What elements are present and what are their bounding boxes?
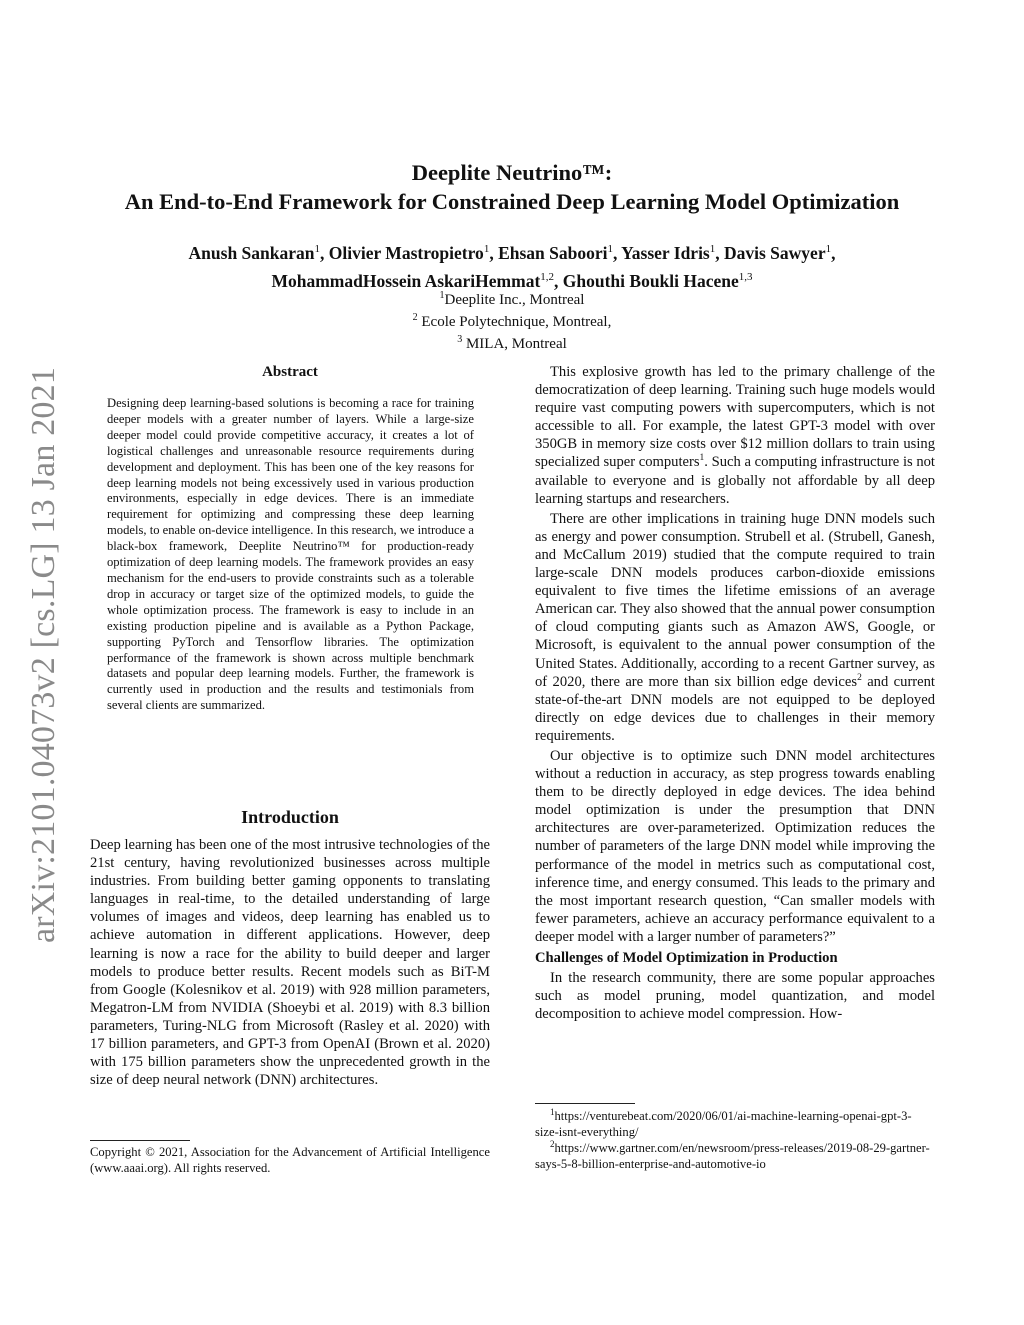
right-column bbox=[535, 363, 935, 1023]
footnote-link[interactable]: https://www.gartner.com/en/newsroom/press-releases/2019-08-29-gartner-says-5-8-billion-enterprise-and-automotive-io bbox=[535, 1141, 930, 1171]
paper-title-line-2: An End-to-End Framework for Constrained Deep Learning Model Optimization bbox=[124, 189, 900, 214]
author: Yasser Idris$^1$ bbox=[621, 242, 716, 263]
footnote: $^2$https://www.gartner.com/en/newsroom/press-releases/2019-08-29-gartner-says-5-8-billion-enterprise-and-automotive-io bbox=[535, 1138, 930, 1171]
introduction-heading: Introduction bbox=[241, 807, 339, 827]
footnotes bbox=[535, 1108, 935, 1172]
footnote-ref[interactable]: 2 bbox=[857, 672, 862, 683]
author: Olivier Mastropietro$^1$ bbox=[328, 242, 490, 263]
section-subheading: Challenges of Model Optimization in Production bbox=[535, 950, 838, 966]
paragraph: There are other implications in training huge DNN models such as energy and power consumption. Strubell et al. (Strubell, Ganesh, and McCallum 2019) studied that the compute required to train large-scale DNN models produces carbon-dioxide emissions equivalent to five times the lifetime emissions of an average American car. They also showed that the annual power consumption of cloud computing giants such as Amazon AWS, Google, or Microsoft, is equivalent to the annual power consumption of the United States. Additionally, according to a recent Gartner survey, as of 2020, there are more than six billion edge devices$^2$ and current state-of-the-art DNN models are not equipped to be deployed directly on edge devices due to challenges in their memory requirements. bbox=[535, 510, 935, 744]
author: Anush Sankaran$^1$ bbox=[188, 242, 321, 263]
footnote-divider bbox=[535, 1103, 635, 1104]
copyright-divider bbox=[90, 1140, 190, 1141]
affiliation: $^3$ MILA, Montreal bbox=[457, 334, 567, 352]
paragraph: Our objective is to optimize such DNN model architectures without a reduction in accuracy, as step progress towards enabling them to be directly deployed in edge devices. The idea behind model optimization is under the presumption that DNN architectures are over-parameterized. Optimization reduces the number of parameters of the large DNN model while improving the performance of the model in metrics such as computational cost, inference time, and energy consumed. This leads to the primary and the most important research question, “Can smaller models with fewer parameters, achieve an accuracy performance equivalent to a deeper model with a larger number of parameters?” bbox=[535, 747, 935, 945]
arxiv-stamp-text: arXiv:2101.04073v2 [cs.LG] 13 Jan 2021 bbox=[25, 366, 62, 944]
affiliation-list bbox=[0, 287, 1024, 353]
author: Ghouthi Boukli Hacene$^{1,3}$ bbox=[562, 270, 753, 291]
paper-title-line-1: Deeplite Neutrino™: bbox=[411, 160, 613, 185]
author: MohammadHossein AskariHemmat$^{1,2}$ bbox=[271, 270, 555, 291]
arxiv-stamp bbox=[24, 366, 64, 944]
paragraph: In the research community, there are some popular approaches such as model pruning, model quantization, and model decomposition to achieve model compression. How- bbox=[535, 970, 935, 1023]
paragraph: This explosive growth has led to the primary challenge of the democratization of deep learning. Training such huge models would require vast computing powers with supercomputers, which is not accessible to all. For example, the latest GPT-3 model with over 350GB in memory size costs over $12 million dollars to train using specialized super computers$^1$. Such a computing infrastructure is not available to everyone and is globally not affordable by all deep learning startups and researchers. bbox=[535, 364, 935, 507]
abstract-body: Designing deep learning-based solutions is becoming a race for training deeper models with a greater number of layers. While a large-size deeper model could provide competitive accuracy, it creates a lot of logistical challenges and unreasonable resource requirements during development and deployment. This has been one of the key reasons for deep learning models not being excessively used in various production environments, especially in edge devices. There is an immediate requirement for optimizing and compressing these deep learning models, to enable on-device intelligence. In this research, we introduce a black-box framework, Deeplite Neutrino™ for production-ready optimization of deep learning models. The framework provides an easy mechanism for the end-users to provide constraints such as a tolerable drop in accuracy or target size of the optimized models, to guide the whole optimization process. The framework is easy to include in an existing production pipeline and is available as a Python Package, supporting PyTorch and Tensorflow libraries. The optimization performance of the framework is shown across multiple benchmark datasets and popular deep learning models. Further, the framework is currently used in production and the results and testimonials from several clients are summarized. bbox=[107, 396, 474, 713]
introduction-body: Deep learning has been one of the most intrusive technologies of the 21st century, having revolutionized businesses across multiple industries. From building better gaming opponents to translating languages in real-time, to the detailed understanding of large volumes of images and videos, deep learning has enabled us to achieve automation in different applications. However, deep learning is now a race for the ability to build deeper and larger models to produce better results. Recent models such as BiT-M from Google (Kolesnikov et al. 2019) with 928 million parameters, Megatron-LM from NVIDIA (Shoeybi et al. 2019) with 8.3 billion parameters, Turing-NLG from Microsoft (Rasley et al. 2020) with 17 billion parameters, and GPT-3 from OpenAI (Brown et al. 2020) with 175 billion parameters show the unprecedented growth in the size of deep neural network (DNN) architectures. bbox=[90, 837, 490, 1089]
footnote-ref[interactable]: 1 bbox=[699, 453, 705, 464]
author: Davis Sawyer$^1$ bbox=[724, 242, 832, 263]
copyright-notice: Copyright © 2021, Association for the Advancement of Artificial Intelligence (www.aaai.org). All rights reserved. bbox=[90, 1145, 490, 1175]
footnote-link[interactable]: https://venturebeat.com/2020/06/01/ai-machine-learning-openai-gpt-3-size-isnt-everything/ bbox=[535, 1109, 912, 1139]
affiliation: $^2$ Ecole Polytechnique, Montreal, bbox=[412, 312, 612, 330]
footnote: $^1$https://venturebeat.com/2020/06/01/ai-machine-learning-openai-gpt-3-size-isnt-everything/ bbox=[535, 1106, 912, 1139]
author: Ehsan Saboori$^1$ bbox=[498, 242, 613, 263]
abstract-heading: Abstract bbox=[262, 364, 318, 380]
author-list: Anush Sankaran$^1$, Olivier Mastropietro$^1$, Ehsan Saboori$^1$, Yasser Idris$^1$, Davis Sawyer$^1$, MohammadHossein AskariHemmat$^{1,2}$, Ghouthi Boukli Hacene$^{1,3}$ bbox=[188, 242, 836, 291]
affiliation: $^1$Deeplite Inc., Montreal bbox=[439, 290, 585, 308]
